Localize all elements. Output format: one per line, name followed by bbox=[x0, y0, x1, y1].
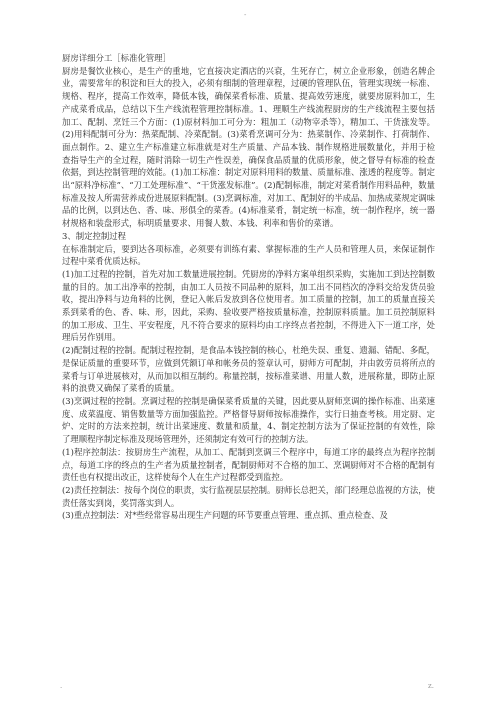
preparation-control-paragraph: (2)配制过程的控制。配制过程控制，是食品本钱控制的核心，杜绝失误、重复、遗漏、错配、多配，是保证质量的重要环节，应做到凭额订单和帐务员的签章认可，厨师方可配制，并由敦劳员将所点的菜肴与订单进展核对，从而加以相互制约。称量控制，按标准菜谱、用量人数，进展称量，即防止原料的浪费又确保了菜肴的质量。 bbox=[62, 345, 435, 394]
intro-paragraph: 厨房是餐饮业核心，是生产的重地，它直接决定酒店的兴衰，生死存亡，树立企业形象，创造名牌企业，需要常年的积淀和巨大的投入，必须有细制的管理章程，过硬的管理队伍，管理实现统一标准、规格、程序，提高工作效率，降低本钱，确保菜肴标准、质量、提高效劳速度，就要房原料加工，生产成菜肴成品，总结以下生产线流程管理控制标准。1、理顺生产线流程厨房的生产线流程主要包括加工、配制、烹饪三个方面：(1)原材料加工可分为：粗加工（动物宰杀等），精加工、干货涨发等。(2)用料配制可分为：热菜配制、冷菜配制。(3)菜肴烹调可分为：热菜制作、冷菜制作、打荷制作、面点制作。2、建立生产标准建立标准就是对生产质量、产品本钱、制作规格进展数量化，并用于检查指导生产的全过程，随时消除一切生产性误差，确保食品质量的优质形象，使之督导有标准的检查依据，到达控制管理的效能。(1)加工标准：制定对原料用料的数量、质量标准、涨透的程度等。制定出“原料净标准”、“刀工处理标准”、“干货涨发标准”。(2)配制标准，制定对菜肴制作用料品种，数量标准及按人所需营养成份进展原料配制。(3)烹调标准，对加工、配制好的半成品、加热成菜规定调味品的比例，以到达色、香、味、形俱全的菜香。(4)标准菜肴，制定统一标准，统一制作程序，统一器材规格和装盘形式，标明质量要求、用餐人数、本钱、利率和售价的菜谱。 bbox=[62, 65, 435, 229]
section-intro-paragraph: 在标准制定后，要到达各项标准，必须要有训练有素、掌握标准的生产人员和管理人员，来保证制作过程中菜肴优质达标。 bbox=[62, 243, 435, 267]
processing-control-paragraph: (1)加工过程的控制，首先对加工数量进展控制。凭厨房的净料方案单组织采购，实施加工到达控制数量的目的。加工出净率的控制，由加工人员按不同品种的原料，加工出不同档次的净料交给发货员验收，提出净料与边角料的比例，登记入帐后发放到各位使用者。加工质量的控制，加工的质量直接关系到菜肴的色、香、味、形，因此，采购、验收要严格按质量标准，控制原料质量。加工员控制原料的加工形成、卫生、平安程度，凡不符合要求的原料均由工序终点者控制，不得进入下一道工序，处理后另作别用。 bbox=[62, 268, 435, 343]
document-body bbox=[62, 52, 435, 522]
document-title: 厨房详细分工［标准化管理］ bbox=[62, 53, 171, 63]
responsibility-control-paragraph: (2)责任控制法：按每个岗位的职责，实行监视层层控制。厨师长总把关，部门经理总监视的方法，使责任落实到岗，奖罚落实到人。 bbox=[62, 484, 435, 508]
page-header-mark: - bbox=[244, 11, 247, 19]
page-footer-right-mark: z. bbox=[428, 682, 434, 690]
page-footer-left-mark: . bbox=[60, 682, 63, 690]
cooking-control-paragraph: (3)烹调过程的控制。烹调过程的控制是确保菜肴质量的关键，因此要从厨师烹调的操作标准、出菜速度、成菜温度、销售数量等方面加强监控。严格督导厨师按标准操作，实行日抽查考核。用定厨、定炉、定时的方法来控制，统计出菜速度、数量和质量，4、制定控制方法为了保证控制的有效性，除了理顺程序制定标准及现场管理外，还须制定有效可行的控制方法。 bbox=[62, 395, 435, 445]
section-heading: 3、制定控制过程 bbox=[62, 230, 126, 241]
key-point-control-paragraph: (3)重点控制法：对*些经常容易出现生产问题的环节要重点管理、重点抓、重点检查、及 bbox=[62, 510, 388, 521]
procedure-control-paragraph: (1)程序控制法：按厨房生产流程，从加工、配制到烹调三个程序中，每道工序的最终点为程序控制点，每道工序的终点的生产者为质量控制者，配制厨师对不合格的加工、烹调厨师对不合格的配制有责任也有权提出改正，这样使每个人在生产过程都受到监控。 bbox=[62, 446, 435, 483]
